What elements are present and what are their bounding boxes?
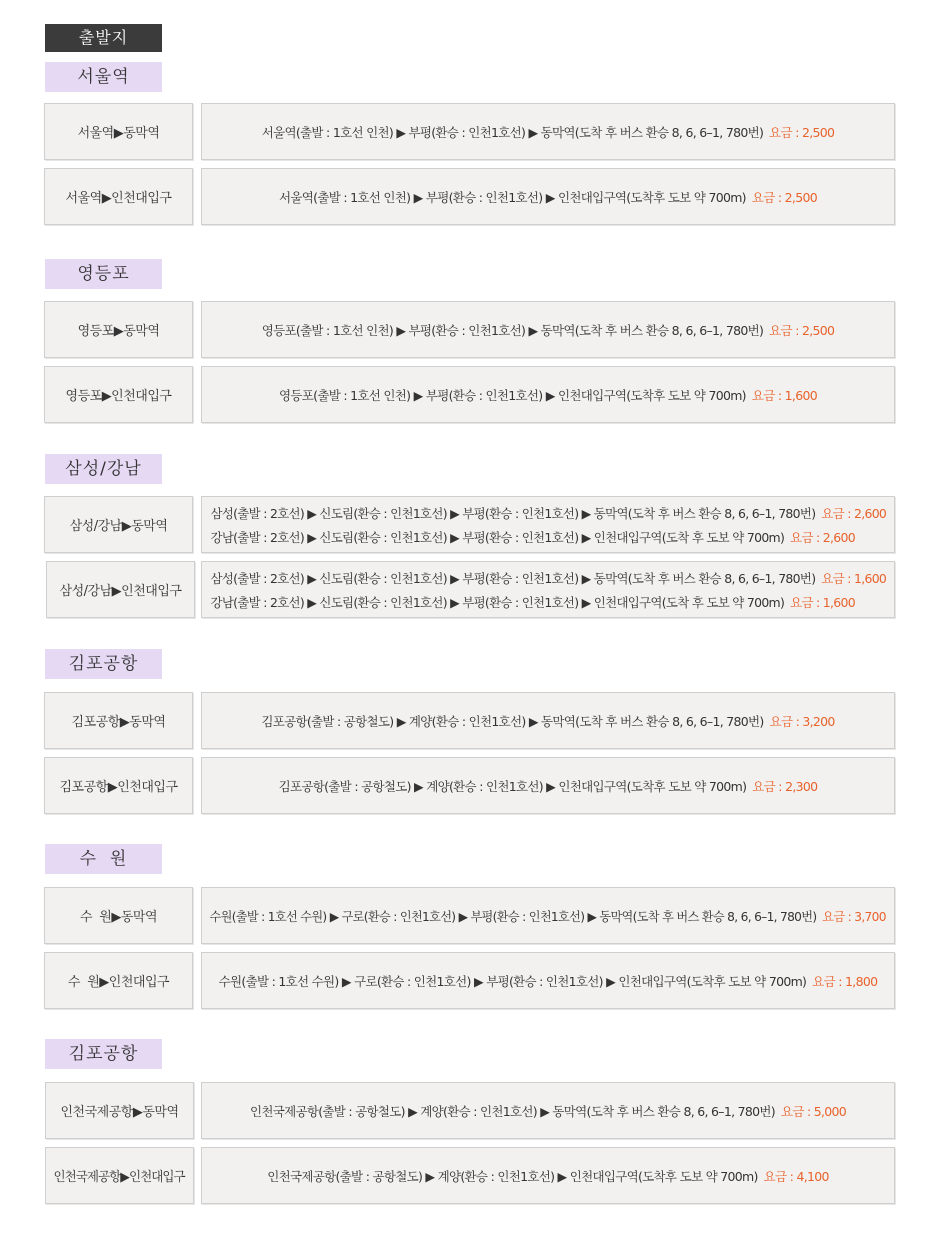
departure-header [45,24,162,52]
route-path: 영등포(출발 : 1호선 인천) ▶ 부평(환승 : 인천1호선) ▶ 동막역(도착 후 버스 환승 8, 6, 6–1, 780번) [261,322,764,338]
route-line [219,972,878,990]
route-name: 삼성/강남▶동막역 [69,519,168,534]
fare-text: 요금 : 3,700 [822,908,887,924]
route-detail-box [201,366,895,423]
section-label-yeongdeungpo: 영등포 [45,259,162,289]
fare-text: 요금 : 2,500 [769,322,835,338]
route-name-box [44,301,193,358]
route-name-box [44,757,193,814]
fare-text: 요금 : 2,600 [821,505,886,521]
route-detail-box [201,301,895,358]
route-name: 김포공항▶인천대입구 [59,780,178,795]
section-label-seoul: 서울역 [45,62,162,92]
route-line [279,777,818,795]
section-label-incheon-airport: 김포공항 [45,1039,162,1069]
route-line [279,188,817,206]
route-path: 강남(출발 : 2호선) ▶ 신도림(환승 : 인천1호선) ▶ 부평(환승 : 인천1호선) ▶ 인천대입구역(도착 후 도보 약 700m) [210,529,784,545]
route-name: 수 원▶인천대입구 [67,975,170,990]
route-name-box [44,366,193,423]
route-name-box [44,692,193,749]
route-detail-box [201,757,895,814]
section-label-gimpo: 김포공항 [45,649,162,679]
route-name-box [44,168,193,225]
route-detail-box [201,103,895,160]
route-line [210,907,886,925]
route-detail-box [201,1147,895,1204]
route-line [267,1167,829,1185]
route-name-box [44,103,193,160]
route-line [262,321,835,339]
route-path: 김포공항(출발 : 공항철도) ▶ 계양(환승 : 인천1호선) ▶ 동막역(도착 후 버스 환승 8, 6, 6–1, 780번) [261,713,764,729]
route-line [261,712,834,730]
route-name: 인천국제공항▶인천대입구 [53,1170,186,1185]
route-line [210,504,886,522]
fare-text: 요금 : 1,600 [751,387,817,403]
route-name-box [45,1147,194,1204]
fare-text: 요금 : 1,800 [812,973,878,989]
route-name: 영등포▶동막역 [77,324,160,339]
route-name: 수 원▶동막역 [79,910,158,925]
route-name-box [44,496,193,553]
route-line [279,386,817,404]
fare-text: 요금 : 2,300 [752,778,818,794]
route-name-box [45,1082,194,1139]
route-detail-box [201,168,895,225]
fare-text: 요금 : 1,600 [789,594,855,610]
route-name: 서울역▶인천대입구 [65,191,172,206]
route-name-box [44,952,193,1009]
fare-text: 요금 : 2,500 [751,189,817,205]
route-detail-box [201,496,895,553]
fare-text: 요금 : 2,500 [769,124,835,140]
section-label-samseong-gangnam: 삼성/강남 [45,454,162,484]
departure-header-label: 출발지 [78,28,129,47]
route-path: 서울역(출발 : 1호선 인천) ▶ 부평(환승 : 인천1호선) ▶ 동막역(도착 후 버스 환승 8, 6, 6–1, 780번) [261,124,764,140]
fare-text: 요금 : 2,600 [789,529,855,545]
route-detail-box [201,1082,895,1139]
route-detail-box [201,887,895,944]
route-name: 서울역▶동막역 [77,126,160,141]
route-path: 삼성(출발 : 2호선) ▶ 신도림(환승 : 인천1호선) ▶ 부평(환승 : 인천1호선) ▶ 동막역(도착 후 버스 환승 8, 6, 6–1, 780번) [210,570,816,586]
route-path: 수원(출발 : 1호선 수원) ▶ 구로(환승 : 인천1호선) ▶ 부평(환승 : 인천1호선) ▶ 인천대입구역(도착후 도보 약 700m) [218,973,807,989]
section-label-suwon: 수 원 [45,844,162,874]
route-detail-box [201,692,895,749]
route-path: 수원(출발 : 1호선 수원) ▶ 구로(환승 : 인천1호선) ▶ 부평(환승 : 인천1호선) ▶ 동막역(도착 후 버스 환승 8, 6, 6–1, 780번) [209,908,817,924]
route-path: 인천국제공항(출발 : 공항철도) ▶ 계양(환승 : 인천1호선) ▶ 동막역(도착 후 버스 환승 8, 6, 6–1, 780번) [249,1103,775,1119]
fare-text: 요금 : 3,200 [769,713,835,729]
route-line [210,528,886,546]
route-name: 인천국제공항▶동막역 [60,1105,179,1120]
route-line [250,1102,846,1120]
fare-text: 요금 : 4,100 [763,1168,829,1184]
fare-text: 요금 : 5,000 [780,1103,847,1119]
route-line [210,593,886,611]
route-name: 영등포▶인천대입구 [65,389,172,404]
route-name-box [46,561,195,618]
route-path: 인천국제공항(출발 : 공항철도) ▶ 계양(환승 : 인천1호선) ▶ 인천대입구역(도착후 도보 약 700m) [267,1168,758,1184]
route-detail-box [201,952,895,1009]
route-path: 서울역(출발 : 1호선 인천) ▶ 부평(환승 : 인천1호선) ▶ 인천대입구역(도착후 도보 약 700m) [279,189,746,205]
route-path: 삼성(출발 : 2호선) ▶ 신도림(환승 : 인천1호선) ▶ 부평(환승 : 인천1호선) ▶ 동막역(도착 후 버스 환승 8, 6, 6–1, 780번) [210,505,816,521]
route-name: 김포공항▶동막역 [71,715,166,730]
route-path: 영등포(출발 : 1호선 인천) ▶ 부평(환승 : 인천1호선) ▶ 인천대입구역(도착후 도보 약 700m) [279,387,746,403]
route-name-box [44,887,193,944]
route-path: 김포공항(출발 : 공항철도) ▶ 계양(환승 : 인천1호선) ▶ 인천대입구역(도착후 도보 약 700m) [278,778,747,794]
route-line [210,569,886,587]
route-path: 강남(출발 : 2호선) ▶ 신도림(환승 : 인천1호선) ▶ 부평(환승 : 인천1호선) ▶ 인천대입구역(도착 후 도보 약 700m) [210,594,784,610]
route-line [262,123,835,141]
fare-text: 요금 : 1,600 [821,570,886,586]
route-detail-box [201,561,895,618]
route-name: 삼성/강남▶인천대입구 [59,584,182,599]
